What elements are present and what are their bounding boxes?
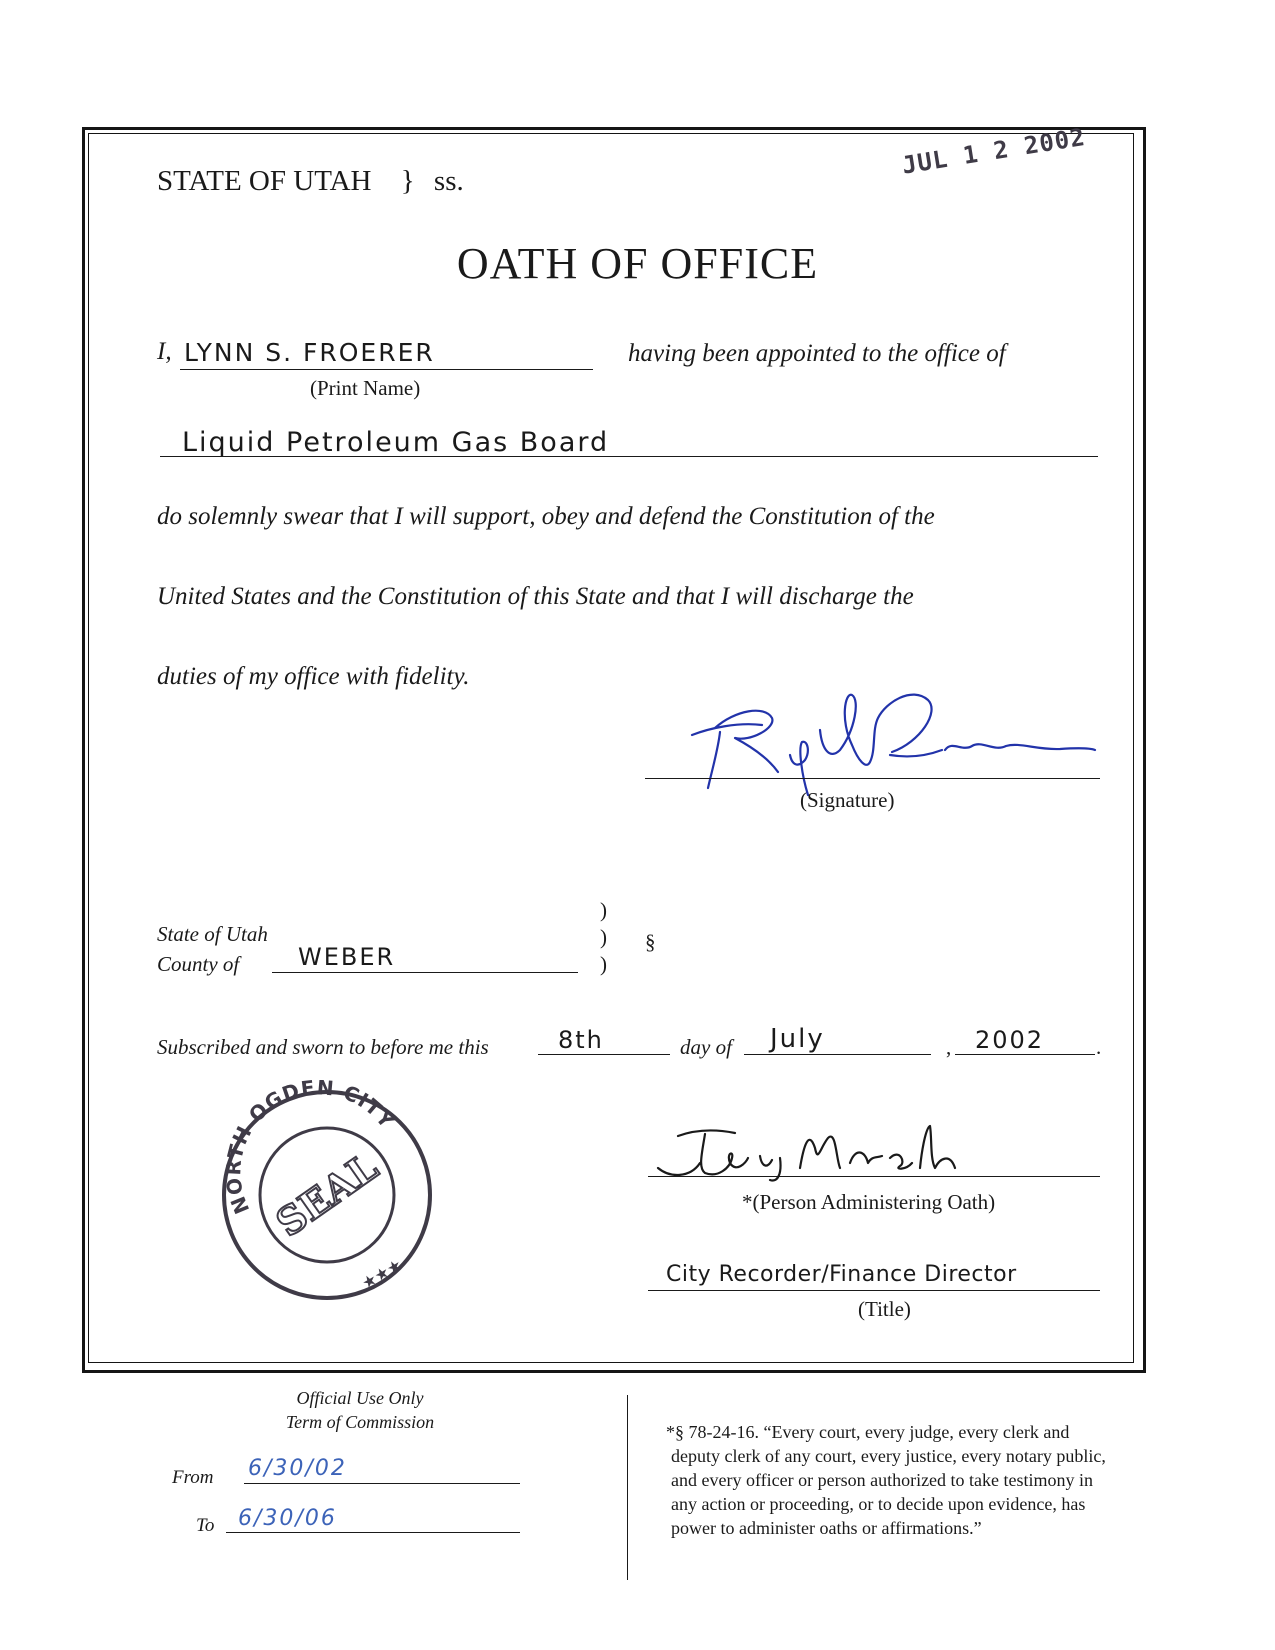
oath-text-line-2: United States and the Constitution of this State and that I will discharge the xyxy=(157,583,914,610)
received-date-stamp: JUL 1 2 2002 xyxy=(900,122,1088,180)
footnote-line-5: power to administer oaths or affirmations.” xyxy=(671,1518,982,1538)
appointment-suffix: having been appointed to the office of xyxy=(628,340,1006,367)
footnote-line-2: deputy clerk of any court, every justice, every notary public, xyxy=(671,1446,1106,1466)
state-line: STATE OF UTAH xyxy=(157,165,372,197)
appointment-prefix: I, xyxy=(157,338,172,365)
venue-county-label: County of xyxy=(157,952,240,976)
term-of-commission-heading: Term of Commission xyxy=(285,1412,435,1432)
county-value: WEBER xyxy=(298,943,396,971)
day-line xyxy=(538,1054,670,1055)
page-title: OATH OF OFFICE xyxy=(456,239,819,288)
section-mark: § xyxy=(645,930,656,954)
brace: } xyxy=(400,165,415,197)
from-line xyxy=(244,1483,520,1484)
ss-label: ss. xyxy=(433,165,464,197)
sworn-prefix: Subscribed and sworn to before me this xyxy=(157,1035,489,1059)
seal-stars-icon: ★★★ xyxy=(358,1254,406,1293)
venue-paren-3: ) xyxy=(600,952,607,976)
printed-name: LYNN S. FROERER xyxy=(184,338,435,367)
name-caption: (Print Name) xyxy=(310,376,421,400)
sworn-day-of: day of xyxy=(680,1035,732,1059)
venue-paren-1: ) xyxy=(600,898,607,922)
office-line xyxy=(160,456,1098,457)
footnote-line-1: *§ 78-24-16. “Every court, every judge, every clerk and xyxy=(666,1422,1070,1442)
from-label: From xyxy=(172,1467,214,1488)
county-line xyxy=(272,972,578,973)
footnote-line-4: any action or proceeding, or to decide upon evidence, has xyxy=(671,1494,1086,1514)
venue-state: State of Utah xyxy=(157,922,268,946)
sworn-period: . xyxy=(1096,1035,1102,1059)
signature-caption: (Signature) xyxy=(800,788,895,812)
title-caption: (Title) xyxy=(858,1297,911,1321)
footnote-line-3: and every officer or person authorized to take testimony in xyxy=(671,1470,1094,1490)
sworn-comma: , xyxy=(946,1035,952,1059)
seal-ring-text: NORTH OGDEN CITY xyxy=(221,1080,400,1218)
to-date: 6/30/06 xyxy=(238,1506,337,1531)
sworn-month: July xyxy=(770,1024,825,1054)
office-name: Liquid Petroleum Gas Board xyxy=(182,427,610,458)
month-line xyxy=(744,1054,931,1055)
city-seal xyxy=(212,1080,442,1310)
title-line xyxy=(648,1290,1100,1291)
venue-paren-2: ) xyxy=(600,925,607,949)
sworn-day: 8th xyxy=(558,1026,604,1054)
name-line xyxy=(180,369,593,370)
administrator-caption: *(Person Administering Oath) xyxy=(742,1190,996,1214)
oath-text-line-1: do solemnly swear that I will support, obey and defend the Constitution of the xyxy=(157,503,935,530)
to-line xyxy=(226,1532,520,1533)
oath-text-line-3: duties of my office with fidelity. xyxy=(157,663,470,690)
seal-center-text: SEAL xyxy=(267,1143,386,1246)
administrator-line xyxy=(648,1176,1100,1177)
to-label: To xyxy=(196,1515,215,1536)
signature-line xyxy=(645,778,1100,779)
sworn-year: 2002 xyxy=(975,1026,1045,1054)
section-divider xyxy=(627,1395,628,1580)
from-date: 6/30/02 xyxy=(248,1456,347,1481)
administrator-title-value: City Recorder/Finance Director xyxy=(666,1262,1017,1287)
footnote-block xyxy=(666,1420,1166,1540)
official-use-heading: Official Use Only xyxy=(296,1388,424,1408)
year-line xyxy=(955,1054,1095,1055)
administrator-signature-image xyxy=(650,1118,970,1188)
state-header xyxy=(157,165,464,198)
